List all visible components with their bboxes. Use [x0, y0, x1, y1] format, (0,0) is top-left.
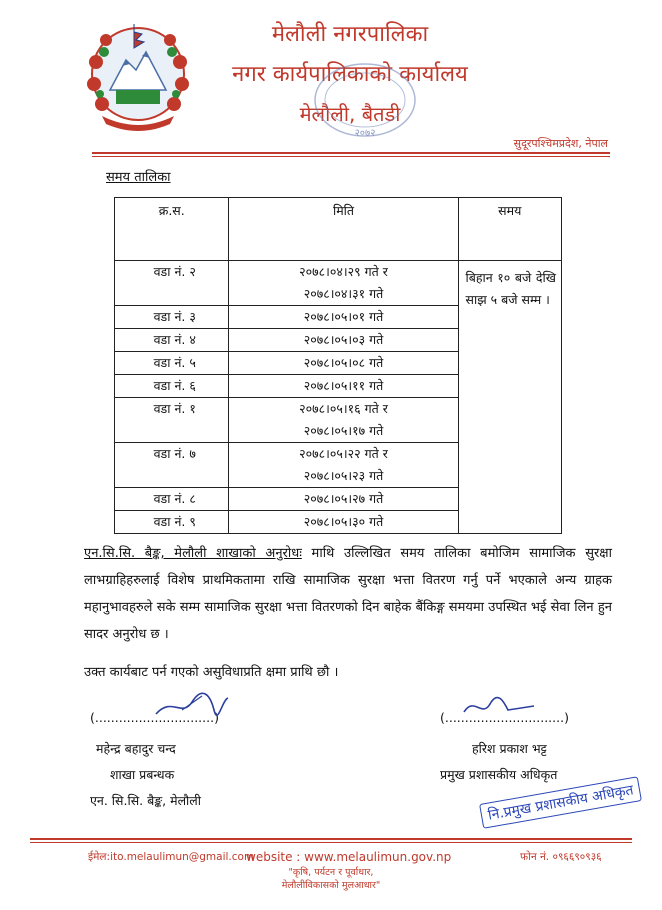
notice-paragraph [84, 540, 612, 648]
date-cell: २०७८।०५।२३ गते [303, 468, 384, 483]
ward-cell: वडा नं. २ [153, 264, 196, 279]
apology-note: उक्त कार्यबाट पर्न गएको असुविधाप्रति क्षमा प्राथि छौ । [84, 665, 339, 680]
notice-bank-lead: एन.सि.सि. बैङ्क, मेलौली शाखाको अनुरोधः [84, 546, 302, 561]
nepal-emblem [82, 12, 194, 134]
date-cell: २०७८।०५।११ गते [303, 378, 384, 393]
office-location: मेलौली, बैतडी [299, 102, 401, 126]
ward-cell: वडा नं. ८ [153, 491, 196, 506]
ward-cell: वडा नं. ५ [153, 355, 196, 370]
date-cell: २०७८।०५।२२ गते र [299, 446, 388, 461]
col-header-serial: क्र.स. [115, 198, 229, 261]
date-cell: २०७८।०५।०८ गते [303, 355, 384, 370]
ward-cell: वडा नं. ९ [153, 514, 196, 529]
ward-cell: वडा नं. ३ [153, 309, 196, 324]
col-header-time: समय [458, 198, 561, 261]
table-row [115, 261, 562, 306]
date-cell: २०७८।०५।२७ गते [303, 491, 384, 506]
date-cell: २०७८।०५।१७ गते [303, 423, 384, 438]
signer-title-right: प्रमुख प्रशासकीय अधिकृत [440, 767, 558, 782]
header-divider-thin [92, 156, 610, 157]
municipality-name: मेलौली नगरपालिका [271, 22, 429, 47]
signer-name-right: हरिश प्रकाश भट्ट [472, 741, 547, 756]
ward-cell: वडा नं. १ [153, 401, 196, 416]
date-cell: २०७८।०५।०३ गते [303, 332, 384, 347]
office-seal-stamp [310, 60, 420, 142]
province-label: सुदूरपश्चिमप्रदेश, नेपाल [513, 137, 608, 150]
ward-cell: वडा नं. ४ [153, 332, 196, 347]
footer-divider-thin [30, 842, 632, 843]
footer-divider [30, 838, 632, 840]
date-cell: २०७८।०४।३१ गते [303, 286, 384, 301]
slogan-line-1: "कृषि, पर्यटन र पूर्वाधार, [288, 867, 374, 878]
signature-dots: (..............................) [90, 710, 219, 725]
footer-website: website : www.melaulimun.gov.np [246, 850, 452, 864]
signer-name-left: महेन्द्र बहादुर चन्द [96, 741, 176, 756]
notice-body: माथि उल्लिखित समय तालिका बमोजिम सामाजिक सुरक्षा लाभग्राहिहरुलाई विशेष प्राथमिकतामा राखि सामाजिक सुरक्षा भत्ता वितरण गर्नु पर्ने भएकाले अन्य ग्राहक महानुभावहरुले सके सम्म सामाजिक सुरक्षा भत्ता वितरणको दिन बाहेक बैंकिङ्ग समयमा उपस्थित भई सेवा लिन हुन सादर अनुरोध छ । [84, 546, 612, 642]
footer-phone: फोन नं. ०९६६९०९३६ [520, 851, 602, 863]
signature-dots: (..............................) [440, 710, 569, 725]
office-name: नगर कार्यपालिकाको कार्यालय [232, 62, 468, 87]
ward-cell: वडा नं. ७ [153, 446, 196, 461]
footer-email: ईमेल:ito.melaulimun@gmail.com [88, 851, 255, 863]
date-cell: २०७८।०४।२९ गते र [299, 264, 388, 279]
footer-slogan [0, 866, 662, 892]
slogan-line-2: मेलौलीविकासको मुलआधार" [281, 880, 381, 891]
signature-scribble [460, 692, 540, 722]
schedule-table [114, 197, 562, 534]
signer-org-left: एन. सि.सि. बैङ्क, मेलौली [90, 793, 201, 808]
signature-scribble [152, 690, 232, 722]
ward-cell: वडा नं. ६ [153, 378, 196, 393]
schedule-title: समय तालिका [106, 170, 171, 185]
header-divider [92, 152, 610, 154]
col-header-date: मिति [229, 198, 458, 261]
officer-stamp: नि.प्रमुख प्रशासकीय अधिकृत [479, 776, 642, 829]
date-cell: २०७८।०५।३० गते [303, 514, 384, 529]
date-cell: २०७८।०५।०१ गते [303, 309, 384, 324]
seal-year: २०७२ [354, 128, 376, 139]
date-cell: २०७८।०५।१६ गते र [299, 401, 388, 416]
signer-title-left: शाखा प्रबन्धक [110, 767, 175, 782]
time-cell: बिहान १० बजे देखि साझ ५ बजे सम्म । [458, 261, 561, 534]
